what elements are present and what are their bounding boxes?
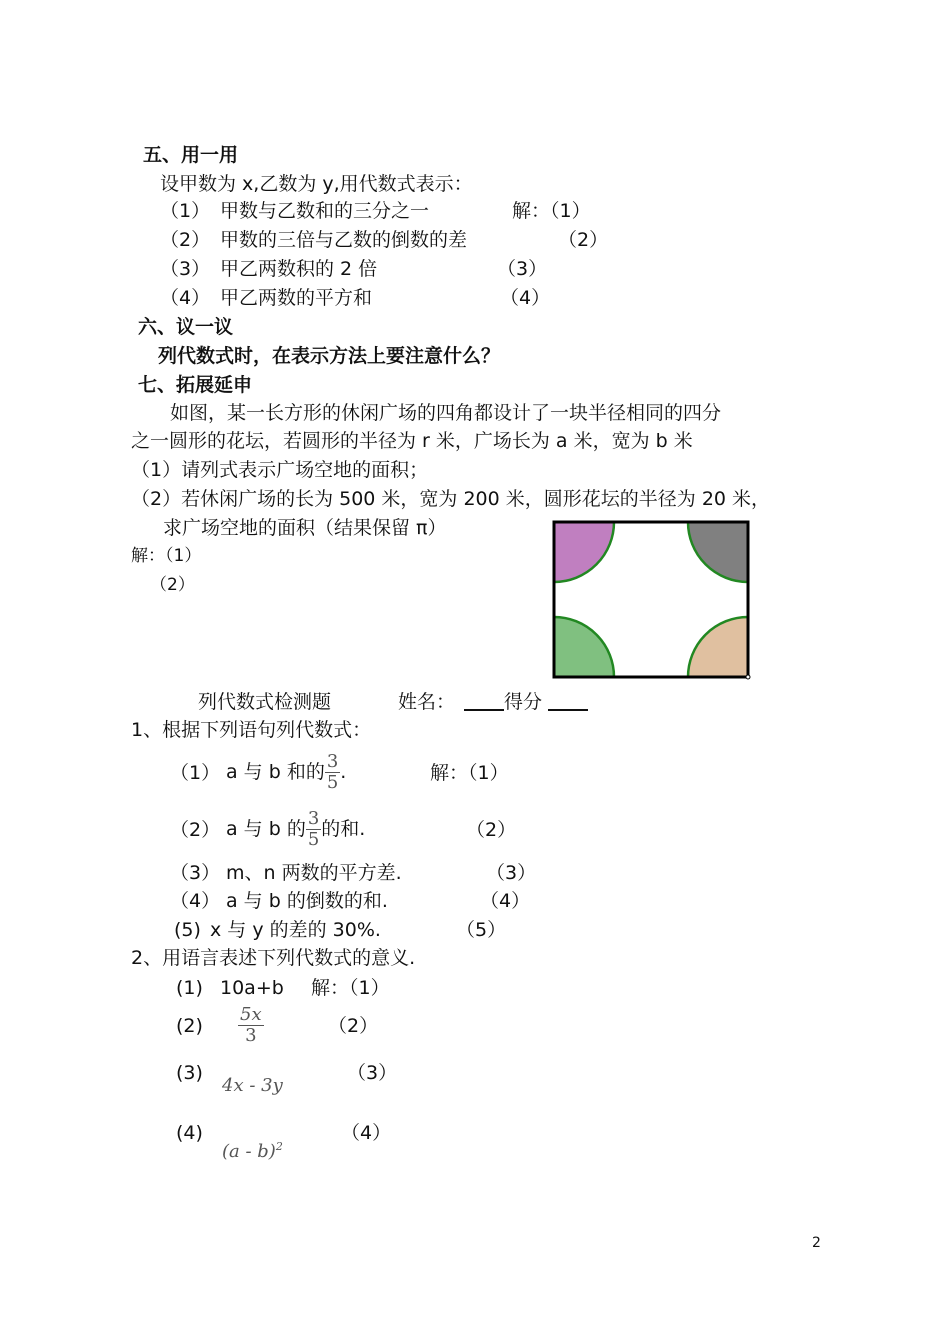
p1-item-4-label: （4） [170,890,221,912]
quiz-title: 列代数式检测题 [198,691,332,713]
p2-item-1-answer: 解：（1） [311,977,390,999]
sec5-item-4-answer: （4） [500,287,551,309]
p2-item-4-exponent: 2 [275,1140,283,1153]
p1-item-2-expression [226,803,365,855]
p1-item-4-answer: （4） [480,890,531,912]
quiz-name-label: 姓名： [398,691,456,713]
p2-item-4-label: (4) [176,1122,203,1144]
p2-item-3-answer: （3） [347,1062,398,1084]
sec5-item-3-text: 甲乙两数积的 2 倍 [220,258,378,280]
fraction-5x-over-3 [238,1005,264,1046]
page-number: 2 [812,1235,821,1251]
sec5-item-2-answer: （2） [558,229,609,251]
fraction-numerator: 3 [307,808,320,829]
p1-item-1-text-a: a 与 b 和的 [226,761,325,783]
plaza-figure [548,516,758,684]
section-7-answer-2: （2） [150,575,195,595]
p1-item-4-text: a 与 b 的倒数的和. [226,890,388,912]
fraction-numerator: 3 [326,751,339,772]
fraction-three-fifths [306,809,321,850]
section-7-para-line-2: 之一圆形的花坛，若圆形的半径为 r 米，广场长为 a 米，宽为 b 米 [131,430,693,452]
p2-item-1-expression: 10a+b [220,977,284,999]
p1-item-2-answer: （2） [466,819,517,841]
sec5-item-2-text: 甲数的三倍与乙数的倒数的差 [220,229,468,251]
p1-item-2-text-b: 的和. [321,818,366,840]
p2-item-3-expression: 4x - 3y [222,1075,283,1096]
p1-item-1-text-b: . [340,761,347,783]
score-blank[interactable] [548,691,588,711]
p2-item-2-answer: （2） [328,1015,379,1037]
fraction-three-fifths [325,752,340,793]
sec5-item-1-answer: 解：（1） [512,200,591,222]
p1-item-5-answer: （5） [456,919,507,941]
p1-item-3-label: （3） [170,862,221,884]
fraction-denominator: 3 [245,1025,257,1046]
p1-item-2-label: （2） [170,819,221,841]
p2-item-4-base: (a - b) [222,1141,276,1162]
sec5-item-3-answer: （3） [497,258,548,280]
p2-item-3-label: (3) [176,1062,203,1084]
p1-item-3-answer: （3） [486,862,537,884]
p1-item-5-label: (5) [174,919,201,941]
section-5-intro: 设甲数为 x,乙数为 y,用代数式表示： [160,173,473,195]
p1-item-1-expression [226,746,346,798]
section-7-question-1: （1）请列式表示广场空地的面积； [131,459,429,481]
p2-item-4-answer: （4） [341,1122,392,1144]
sec5-item-1-label: （1） [160,200,211,222]
sec5-item-1-text: 甲数与乙数和的三分之一 [220,200,430,222]
section-7-para-line-1: 如图，某一长方形的休闲广场的四角都设计了一块半径相同的四分 [170,402,722,424]
p1-item-3-text: m、n 两数的平方差. [226,862,402,884]
part-2-title: 2、用语言表述下列代数式的意义. [131,947,416,969]
p1-item-2-text-a: a 与 b 的 [226,818,306,840]
p1-item-1-answer: 解：（1） [430,762,509,784]
section-7-answer-1: 解：（1） [131,546,202,566]
p2-item-2-expression [238,1005,264,1046]
p1-item-5-text: x 与 y 的差的 30%. [210,919,381,941]
fraction-numerator: 5x [240,1004,262,1025]
section-5-title: 五、用一用 [143,144,239,166]
part-1-title: 1、根据下列语句列代数式： [131,719,372,741]
section-7-title: 七、拓展延申 [138,374,253,396]
fraction-denominator: 5 [307,829,320,850]
flower-bed-top-left [554,522,614,582]
flower-bed-top-right [688,522,748,582]
p2-item-2-label: (2) [176,1015,203,1037]
p2-item-4-expression [222,1134,283,1165]
quiz-score-label: 得分 [504,691,543,713]
name-blank[interactable] [464,691,504,711]
section-6-question: 列代数式时，在表示方法上要注意什么？ [158,345,501,367]
sec5-item-4-label: （4） [160,287,211,309]
sec5-item-3-label: （3） [160,258,211,280]
section-7-question-2-cont: 求广场空地的面积（结果保留 π） [163,517,447,539]
section-6-title: 六、议一议 [138,316,234,338]
sec5-item-4-text: 甲乙两数的平方和 [220,287,373,309]
flower-bed-bottom-right [688,617,748,677]
section-7-question-2: （2）若休闲广场的长为 500 米，宽为 200 米，圆形花坛的半径为 20 米， [131,488,771,510]
fraction-denominator: 5 [326,772,339,793]
flower-bed-bottom-left [554,617,614,677]
sec5-item-2-label: （2） [160,229,211,251]
p2-item-1-label: (1) [176,977,203,999]
p1-item-1-label: （1） [170,762,221,784]
